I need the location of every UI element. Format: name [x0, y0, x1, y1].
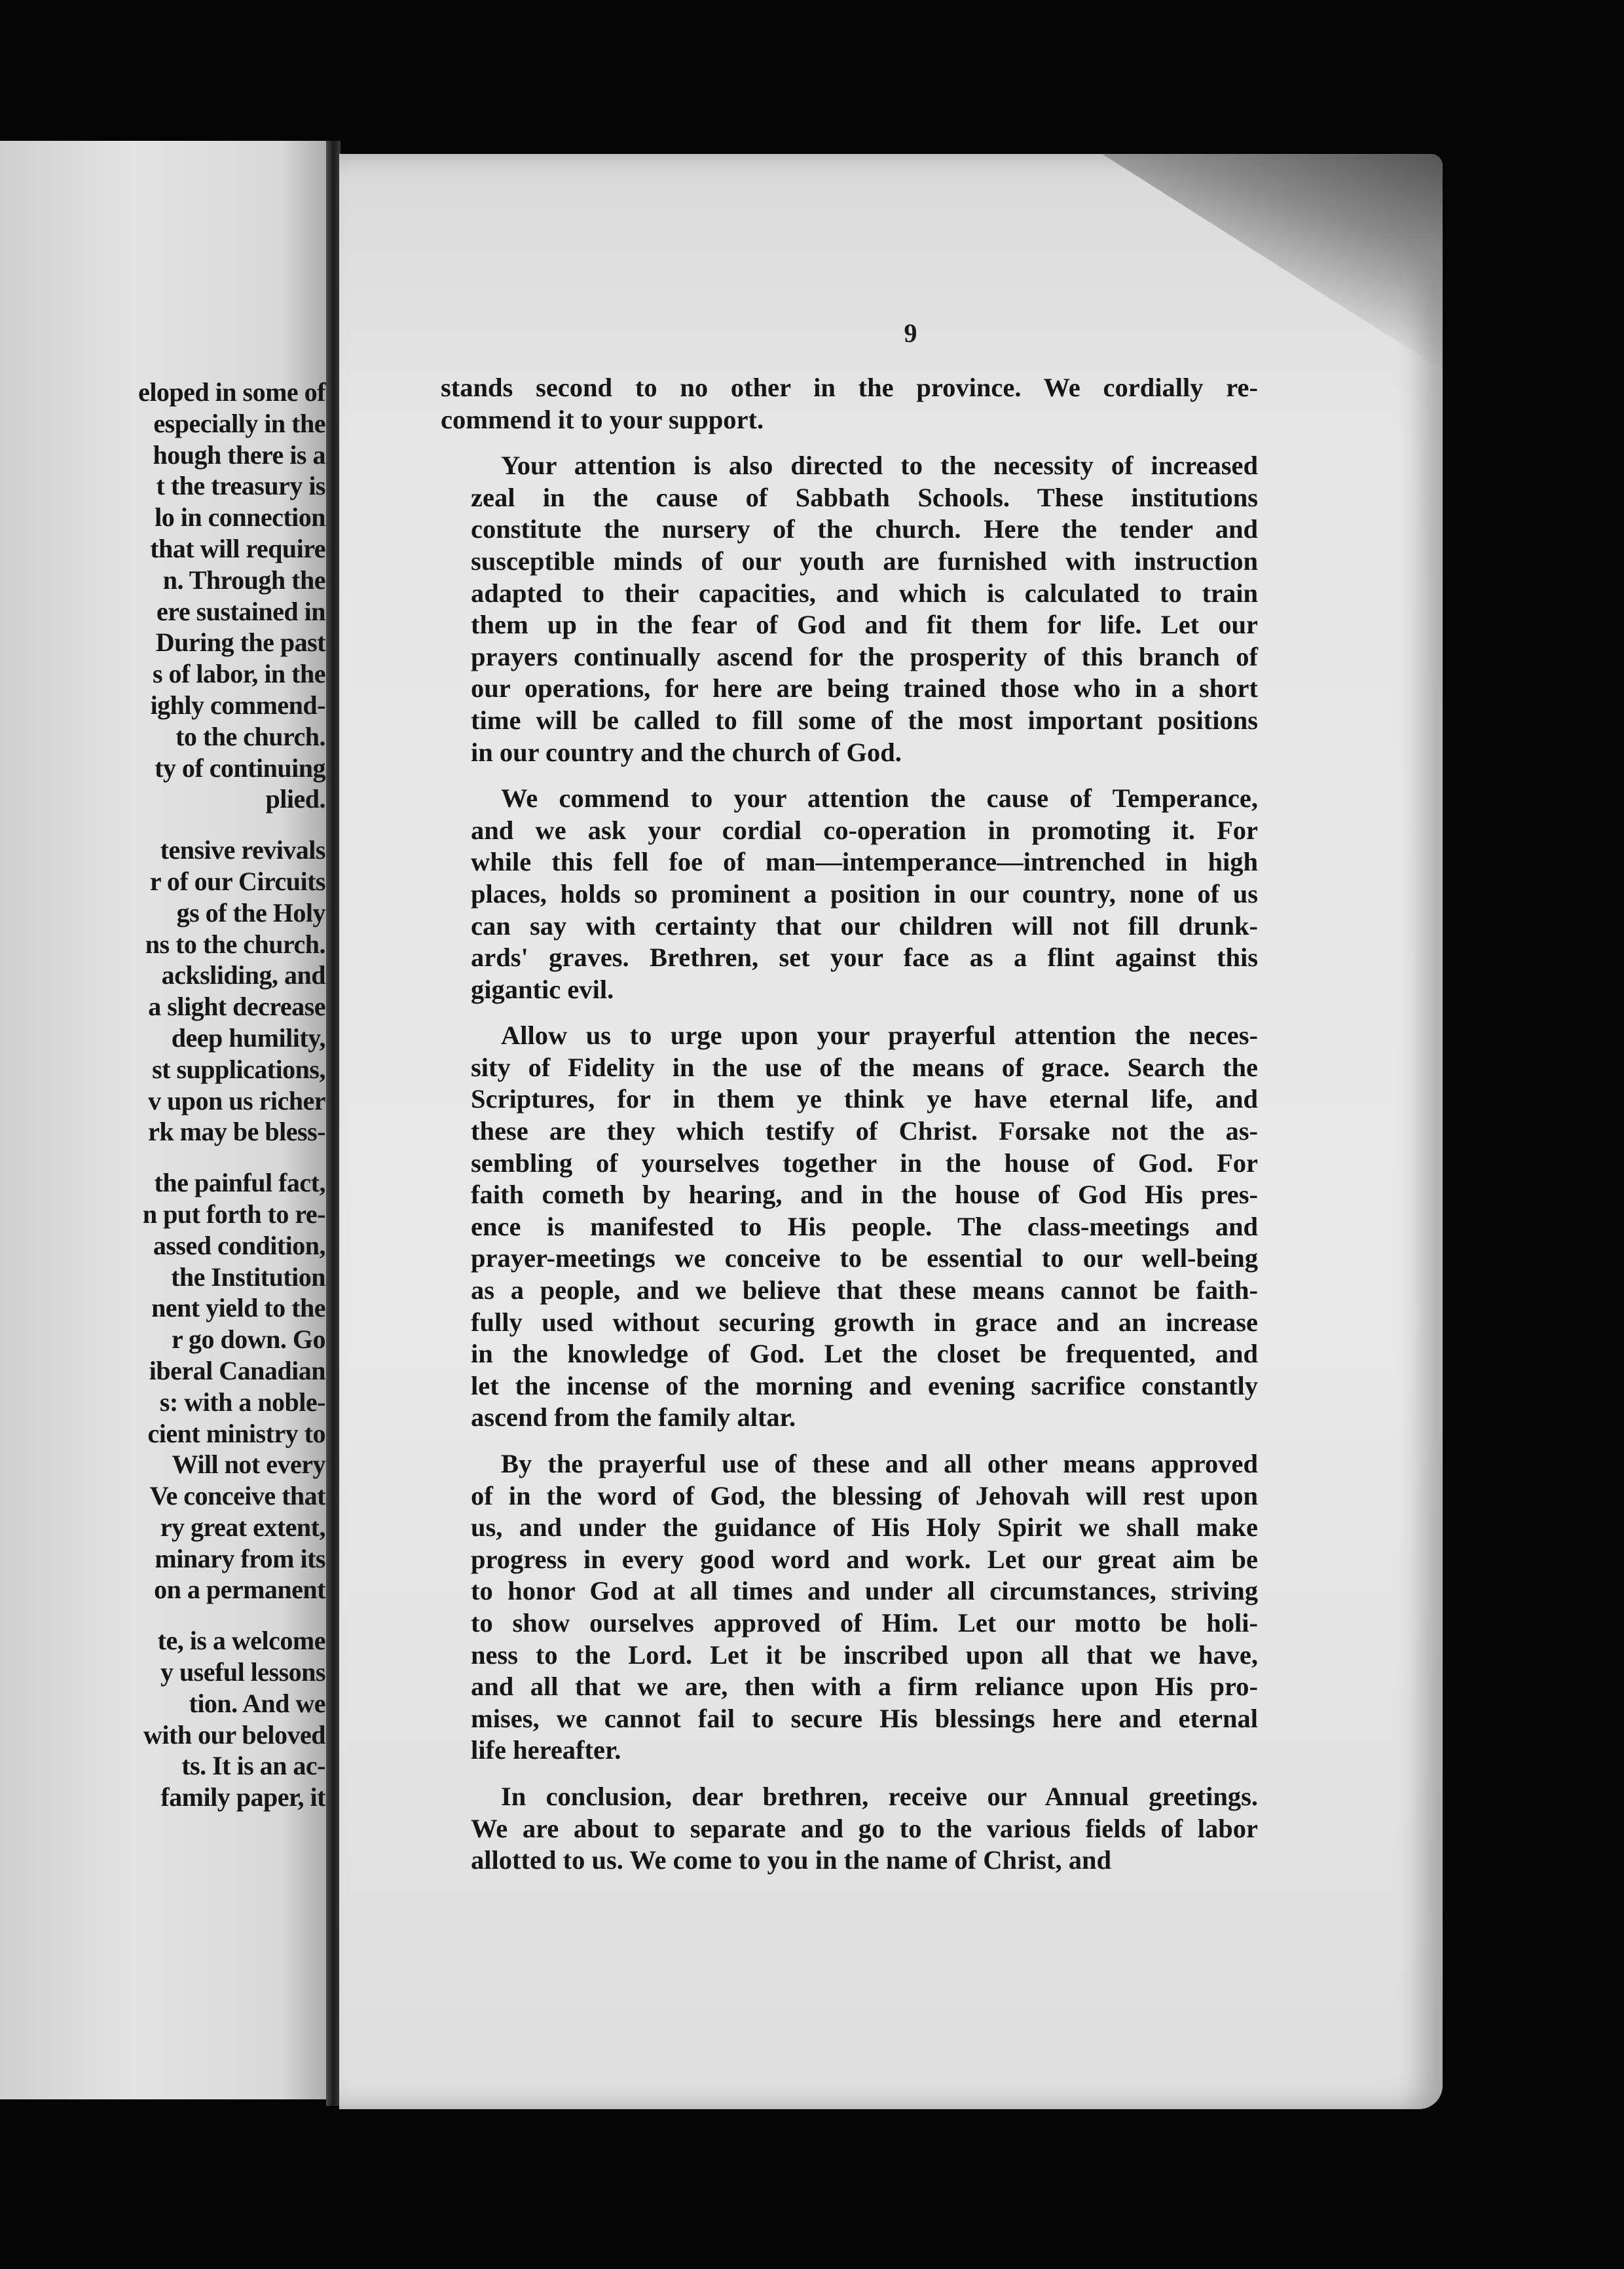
paragraph-line: to honor God at all times and under all circumstances, striving [471, 1576, 1258, 1606]
paragraph-line: prayers continually ascend for the prosperity of this branch of [471, 641, 1258, 671]
left-page-line: r go down. Go [171, 1324, 325, 1355]
paragraph-line: adapted to their capacities, and which is calculated to train [471, 578, 1258, 608]
paragraph-line: while this fell foe of man—intemperance—intrenched in high [471, 847, 1258, 877]
paragraph-line: stands second to no other in the province. We cordially re- [441, 373, 1258, 402]
left-page-line: assed condition, [153, 1230, 325, 1260]
paragraph [441, 450, 1258, 768]
left-page-line: ty of continuing [155, 753, 325, 783]
paragraph-line: these are they which testify of Christ. Forsake not the as- [471, 1116, 1258, 1146]
paragraph-line: as a people, and we believe that these means cannot be faith- [471, 1275, 1258, 1305]
paragraph-line: In conclusion, dear brethren, receive our Annual greetings. [501, 1781, 1258, 1811]
left-page-line: rk may be bless- [148, 1117, 325, 1147]
right-page [339, 154, 1443, 2109]
paragraph-line: Your attention is also directed to the necessity of increased [501, 451, 1258, 481]
left-page-line: the painful fact, [154, 1168, 325, 1198]
paragraph-line: us, and under the guidance of His Holy Spirit we shall make [471, 1512, 1258, 1543]
paragraph-line: mises, we cannot fail to secure His blessings here and eternal [471, 1703, 1258, 1733]
left-page-line: n put forth to re- [142, 1199, 325, 1229]
page-body-text [441, 372, 1258, 1891]
paragraph [441, 372, 1258, 436]
left-page-line: tion. And we [189, 1688, 325, 1718]
left-page-line: to the church. [175, 721, 325, 751]
paragraph-line: allotted to us. We come to you in the name of Christ, and [471, 1845, 1111, 1875]
paragraph-line: fully used without securing growth in grace and an increase [471, 1307, 1258, 1337]
left-page-line: minary from its [155, 1543, 325, 1573]
left-page-line: with our beloved [143, 1719, 325, 1750]
paragraph-line: By the prayerful use of these and all other means approved [501, 1449, 1258, 1478]
left-page-line: Ve conceive that [149, 1481, 325, 1511]
paragraph-line: progress in every good word and work. Let our great aim be [471, 1544, 1258, 1574]
paragraph-line: sembling of yourselves together in the house of God. For [471, 1148, 1258, 1178]
page-number: 9 [904, 318, 917, 348]
left-page-line: cient ministry to [147, 1418, 325, 1448]
left-page-line: ere sustained in [157, 596, 325, 626]
left-page-gap [0, 1605, 325, 1625]
paragraph [441, 1448, 1258, 1767]
paragraph-line: faith cometh by hearing, and in the house of God His pres- [471, 1180, 1258, 1210]
paragraph-line: prayer-meetings we conceive to be essential to our well-being [471, 1243, 1258, 1273]
left-page-line: n. Through the [162, 565, 325, 595]
book-gutter [326, 141, 341, 2106]
left-page-line: s of labor, in the [152, 659, 325, 689]
left-page-fragment [0, 141, 331, 2099]
paragraph-line: We are about to separate and go to the various fields of labor [471, 1813, 1258, 1843]
left-page-gap [0, 815, 325, 834]
paragraph-line: of in the word of God, the blessing of Jehovah will rest upon [471, 1480, 1258, 1510]
left-page-gap [0, 1148, 325, 1167]
left-page-line: eloped in some of [138, 377, 325, 407]
paragraph-line: sity of Fidelity in the use of the means of grace. Search the [471, 1052, 1258, 1082]
paragraph [441, 783, 1258, 1005]
paragraph-line: susceptible minds of our youth are furnished with instruction [471, 546, 1258, 576]
left-page-line: deep humility, [171, 1022, 325, 1053]
left-page-line: acksliding, and [161, 960, 325, 990]
left-page-line: ry great extent, [160, 1512, 325, 1542]
left-page-line: hough there is a [153, 440, 325, 470]
paragraph-line: time will be called to fill some of the most important positions [471, 705, 1258, 735]
paragraph-line: commend it to your support. [441, 404, 764, 434]
left-page-line: that will require [150, 533, 325, 563]
paragraph-line: ards' graves. Brethren, set your face as a flint against this [471, 943, 1258, 973]
left-page-line: the Institution [171, 1262, 325, 1292]
left-page-line: Will not every [172, 1450, 325, 1480]
left-page-line: s: with a noble- [159, 1387, 325, 1417]
left-page-line: ts. It is an ac- [181, 1751, 325, 1781]
paragraph-line: to show ourselves approved of Him. Let our motto be holi- [471, 1607, 1258, 1638]
left-page-text [0, 377, 325, 1813]
left-page-line: lo in connection [155, 502, 325, 533]
paragraph-line: them up in the fear of God and fit them for life. Let our [471, 610, 1258, 640]
paragraph-line: and all that we are, then with a firm reliance upon His pro- [471, 1672, 1258, 1702]
paragraph [441, 1020, 1258, 1434]
paragraph-line: ascend from the family altar. [471, 1402, 796, 1433]
left-page-line: y useful lessons [160, 1657, 325, 1687]
left-page-line: During the past [155, 628, 325, 658]
left-page-line: v upon us richer [148, 1085, 325, 1116]
paragraph-line: and we ask your cordial co-operation in promoting it. For [471, 815, 1258, 845]
paragraph-line: our operations, for here are being trained those who in a short [471, 673, 1258, 703]
paragraph-line: Allow us to urge upon your prayerful attention the neces- [501, 1021, 1258, 1051]
paragraph-line: zeal in the cause of Sabbath Schools. These institutions [471, 482, 1258, 512]
left-page-line: nent yield to the [151, 1293, 325, 1323]
left-page-line: ns to the church. [145, 929, 325, 959]
paragraph-line: We commend to your attention the cause of Temperance, [501, 783, 1258, 814]
left-page-line: on a permanent [154, 1575, 325, 1605]
left-page-line: family paper, it [160, 1782, 325, 1812]
left-page-line: st supplications, [152, 1054, 325, 1084]
left-page-line: ighly commend- [150, 690, 325, 720]
left-page-line: te, is a welcome [157, 1626, 325, 1656]
left-page-line: tensive revivals [160, 835, 325, 865]
paragraph-line: life hereafter. [471, 1735, 621, 1765]
paragraph-line: let the incense of the morning and evening sacrifice constantly [471, 1370, 1258, 1400]
paragraph-line: ness to the Lord. Let it be inscribed upon all that we have, [471, 1640, 1258, 1670]
left-page-line: gs of the Holy [176, 897, 325, 928]
left-page-line: plied. [265, 784, 325, 814]
paragraph-line: constitute the nursery of the church. Here the tender and [471, 514, 1258, 544]
paragraph-line: gigantic evil. [471, 974, 614, 1004]
paragraph-line: can say with certainty that our children will not fill drunk- [471, 910, 1258, 941]
paragraph-line: in the knowledge of God. Let the closet be frequented, and [471, 1339, 1258, 1369]
paragraph-line: ence is manifested to His people. The class-meetings and [471, 1211, 1258, 1241]
left-page-line: especially in the [153, 408, 325, 438]
paragraph-line: in our country and the church of God. [471, 737, 902, 767]
paragraph [441, 1781, 1258, 1877]
paragraph-line: places, holds so prominent a position in our country, none of us [471, 878, 1258, 909]
paragraph-line: Scriptures, for in them ye think ye have eternal life, and [471, 1084, 1258, 1114]
left-page-line: r of our Circuits [149, 866, 325, 896]
left-page-line: iberal Canadian [149, 1355, 325, 1385]
left-page-line: a slight decrease [148, 992, 325, 1022]
left-page-line: t the treasury is [156, 471, 325, 501]
